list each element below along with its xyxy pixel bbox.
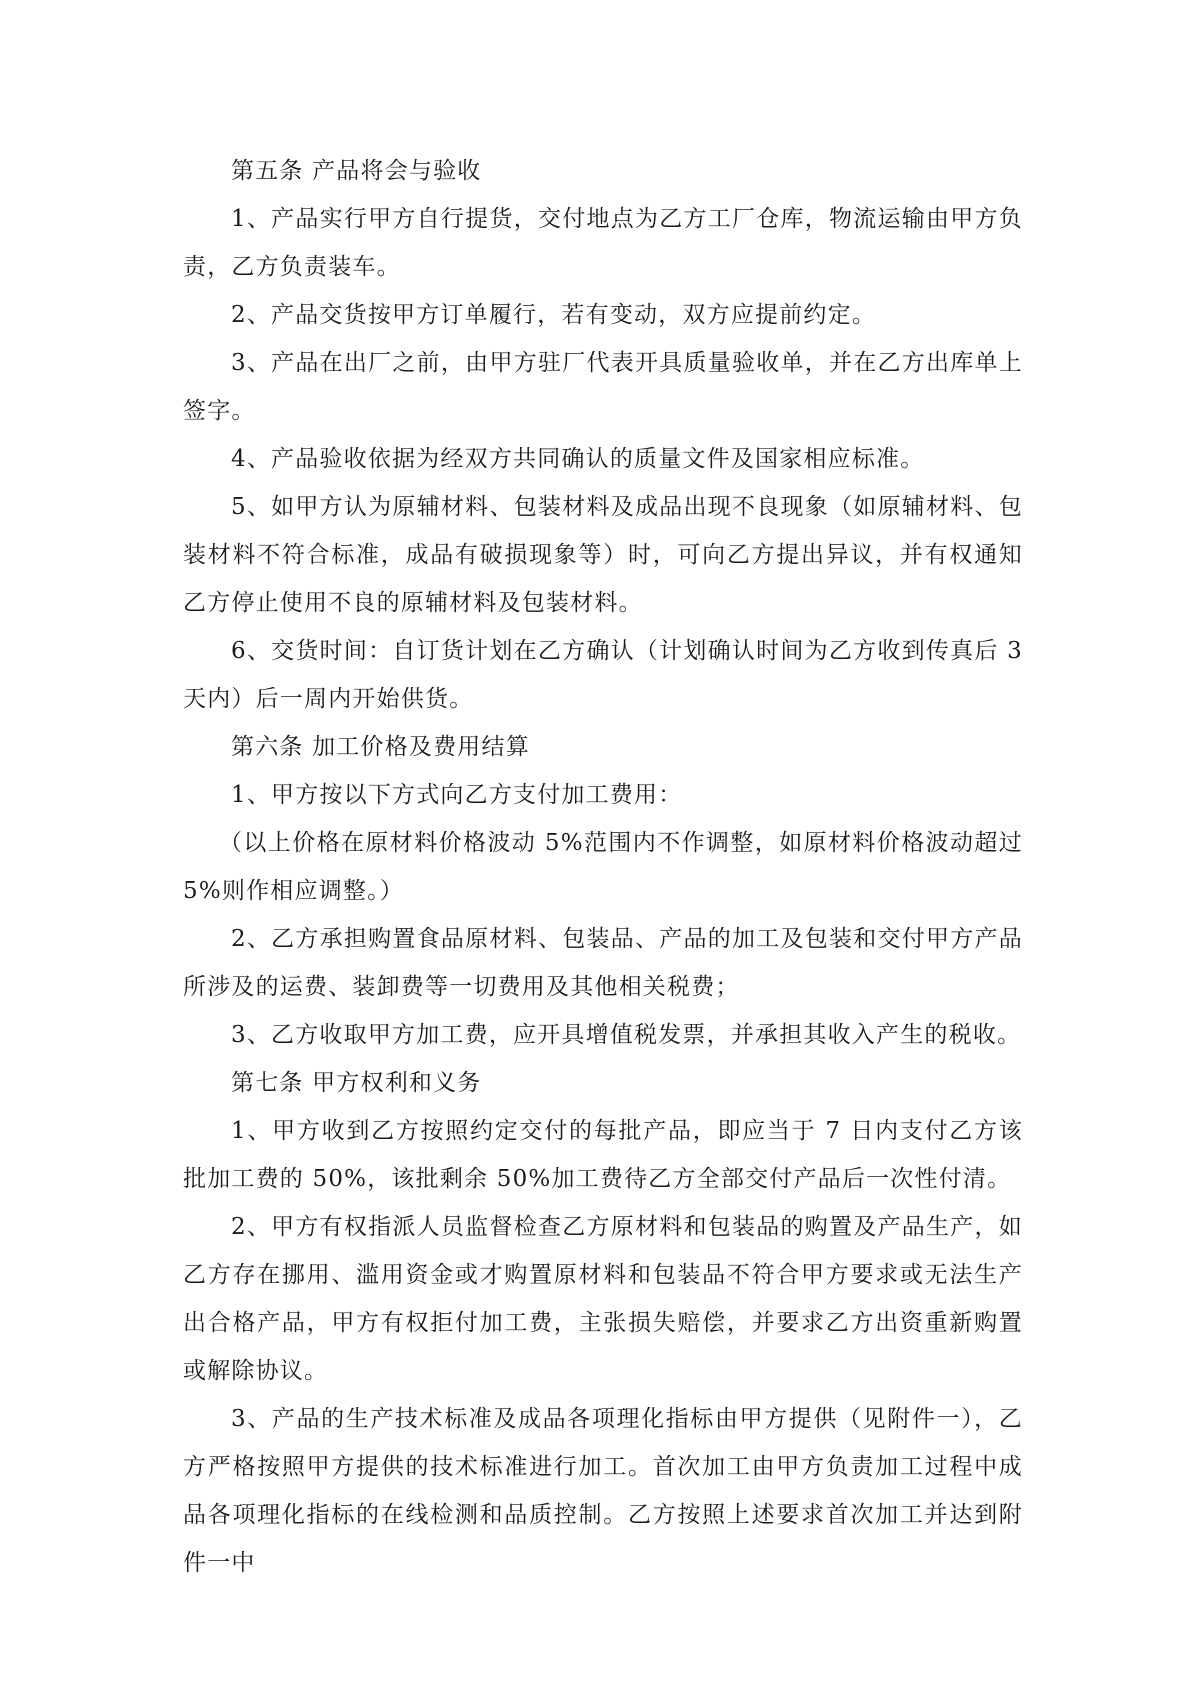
article-heading-5: 第五条 产品将会与验收 bbox=[231, 158, 482, 184]
clause-7-3: 3、产品的生产技术标准及成品各项理化指标由甲方提供（见附件一），乙方严格按照甲方提供的技术标准进行加工。首次加工由甲方负责加工过程中成品各项理化指标的在线检测和品质控制。乙方按照上述要求首次加工并达到附件一中 bbox=[183, 1406, 1023, 1576]
clause-5-1: 1、产品实行甲方自行提货，交付地点为乙方工厂仓库，物流运输由甲方负责，乙方负责装车。 bbox=[183, 206, 1023, 280]
clause-7-2: 2、甲方有权指派人员监督检查乙方原材料和包装品的购置及产品生产，如乙方存在挪用、滥用资金或才购置原材料和包装品不符合甲方要求或无法生产出合格产品，甲方有权拒付加工费，主张损失赔偿，并要求乙方出资重新购置或解除协议。 bbox=[183, 1214, 1023, 1384]
clause-5-2: 2、产品交货按甲方订单履行，若有变动，双方应提前约定。 bbox=[231, 302, 877, 328]
article-heading-6: 第六条 加工价格及费用结算 bbox=[231, 734, 530, 760]
clause-6-1: 1、甲方按以下方式向乙方支付加工费用： bbox=[231, 782, 683, 808]
clause-6-2: 2、乙方承担购置食品原材料、包装品、产品的加工及包装和交付甲方产品所涉及的运费、装卸费等一切费用及其他相关税费； bbox=[183, 926, 1023, 1000]
clause-5-6: 6、交货时间：自订货计划在乙方确认（计划确认时间为乙方收到传真后 3 天内）后一周内开始供货。 bbox=[183, 638, 1023, 712]
document-body bbox=[183, 147, 1023, 1587]
clause-5-4: 4、产品验收依据为经双方共同确认的质量文件及国家相应标准。 bbox=[231, 446, 925, 472]
clause-6-3: 3、乙方收取甲方加工费，应开具增值税发票，并承担其收入产生的税收。 bbox=[231, 1022, 1022, 1048]
clause-6-note: （以上价格在原材料价格波动 5%范围内不作调整，如原材料价格波动超过 5%则作相应调整。） bbox=[183, 830, 1023, 904]
clause-7-1: 1、甲方收到乙方按照约定交付的每批产品，即应当于 7 日内支付乙方该批加工费的 50%，该批剩余 50%加工费待乙方全部交付产品后一次性付清。 bbox=[183, 1118, 1023, 1192]
clause-5-5: 5、如甲方认为原辅材料、包装材料及成品出现不良现象（如原辅材料、包装材料不符合标准，成品有破损现象等）时，可向乙方提出异议，并有权通知乙方停止使用不良的原辅材料及包装材料。 bbox=[183, 494, 1023, 616]
article-heading-7: 第七条 甲方权利和义务 bbox=[231, 1070, 482, 1096]
clause-5-3: 3、产品在出厂之前，由甲方驻厂代表开具质量验收单，并在乙方出库单上签字。 bbox=[183, 350, 1023, 424]
